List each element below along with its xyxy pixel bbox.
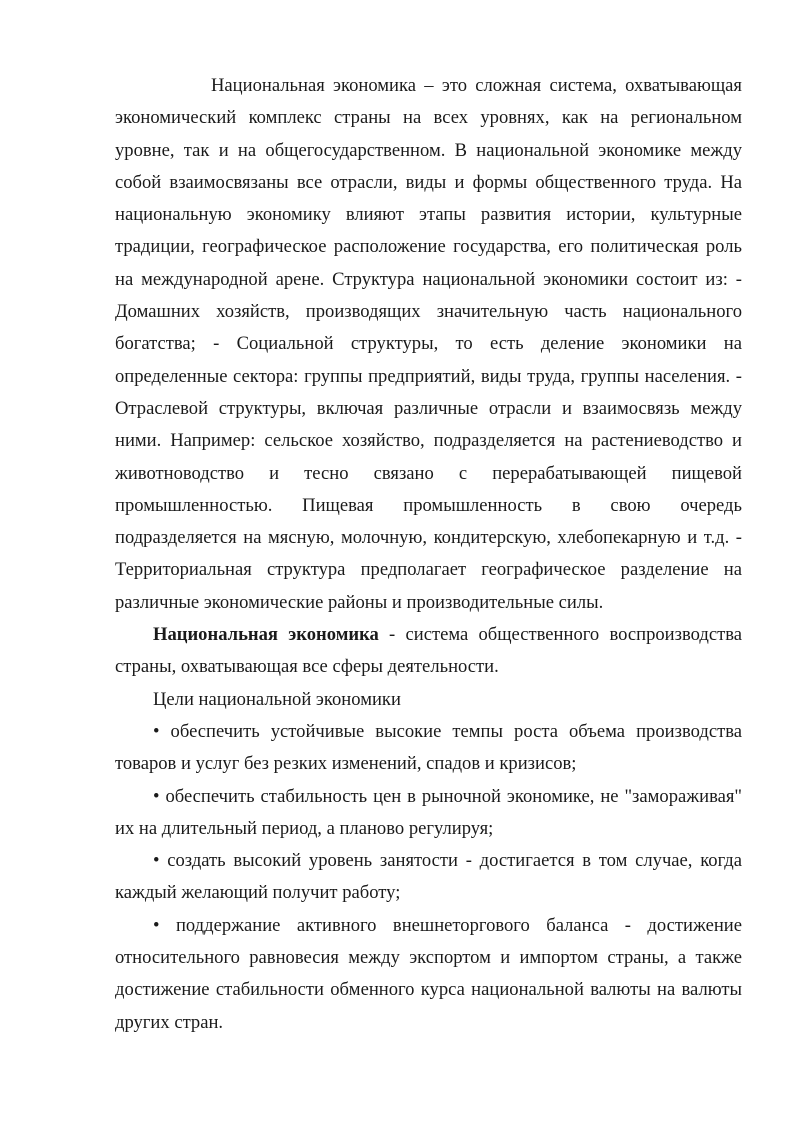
goal-item: • обеспечить стабильность цен в рыночной экономике, не "замораживая" их на длительный период, а планово регулируя; — [115, 785, 742, 839]
goal-item: • обеспечить устойчивые высокие темпы роста объема производства товаров и услуг без резких изменений, спадов и кризисов; — [115, 720, 742, 775]
definition-text: - система общественного воспроизводства страны, охватывающая все сферы деятельности. — [115, 624, 743, 678]
document-page — [115, 70, 742, 1039]
goals-heading: Цели национальной экономики — [153, 688, 401, 710]
definition-term: Национальная экономика — [153, 624, 379, 646]
definition-paragraph — [115, 619, 742, 684]
goal-item: • поддержание активного внешнеторгового баланса - достижение относительного равновесия между экспортом и импортом страны, а также достижение стабильности обменного курса национальной валюты на валюты других стран. — [115, 914, 742, 1033]
goal-item: • создать высокий уровень занятости - достигается в том случае, когда каждый желающий получит работу; — [115, 850, 742, 904]
intro-paragraph: Национальная экономика – это сложная система, охватывающая экономический комплекс страны на всех уровнях, как на региональном уровне, так и на общегосударственном. В национальной экономике между собой взаимосвязаны все отрасли, виды и формы общественного труда. На национальную экономику влияют этапы развития истории, культурные традиции, географическое расположение государства, его политическая роль на международной арене. Структура национальной экономики состоит из: - Домашних хозяйств, производящих значительную часть национального богатства; - Социальной структуры, то есть деление экономики на определенные сектора: группы предприятий, виды труда, группы населения. - Отраслевой структуры, включая различные отрасли и взаимосвязь между ними. Например: сельское хозяйство, подразделяется на растениеводство и животноводство и тесно связано с перерабатывающей пищевой промышленностью. Пищевая промышленность в свою очередь подразделяется на мясную, молочную, кондитерскую, хлебопекарную и т.д. - Территориальная структура предполагает географическое разделение на различные экономические районы и производительные силы. — [115, 75, 742, 613]
